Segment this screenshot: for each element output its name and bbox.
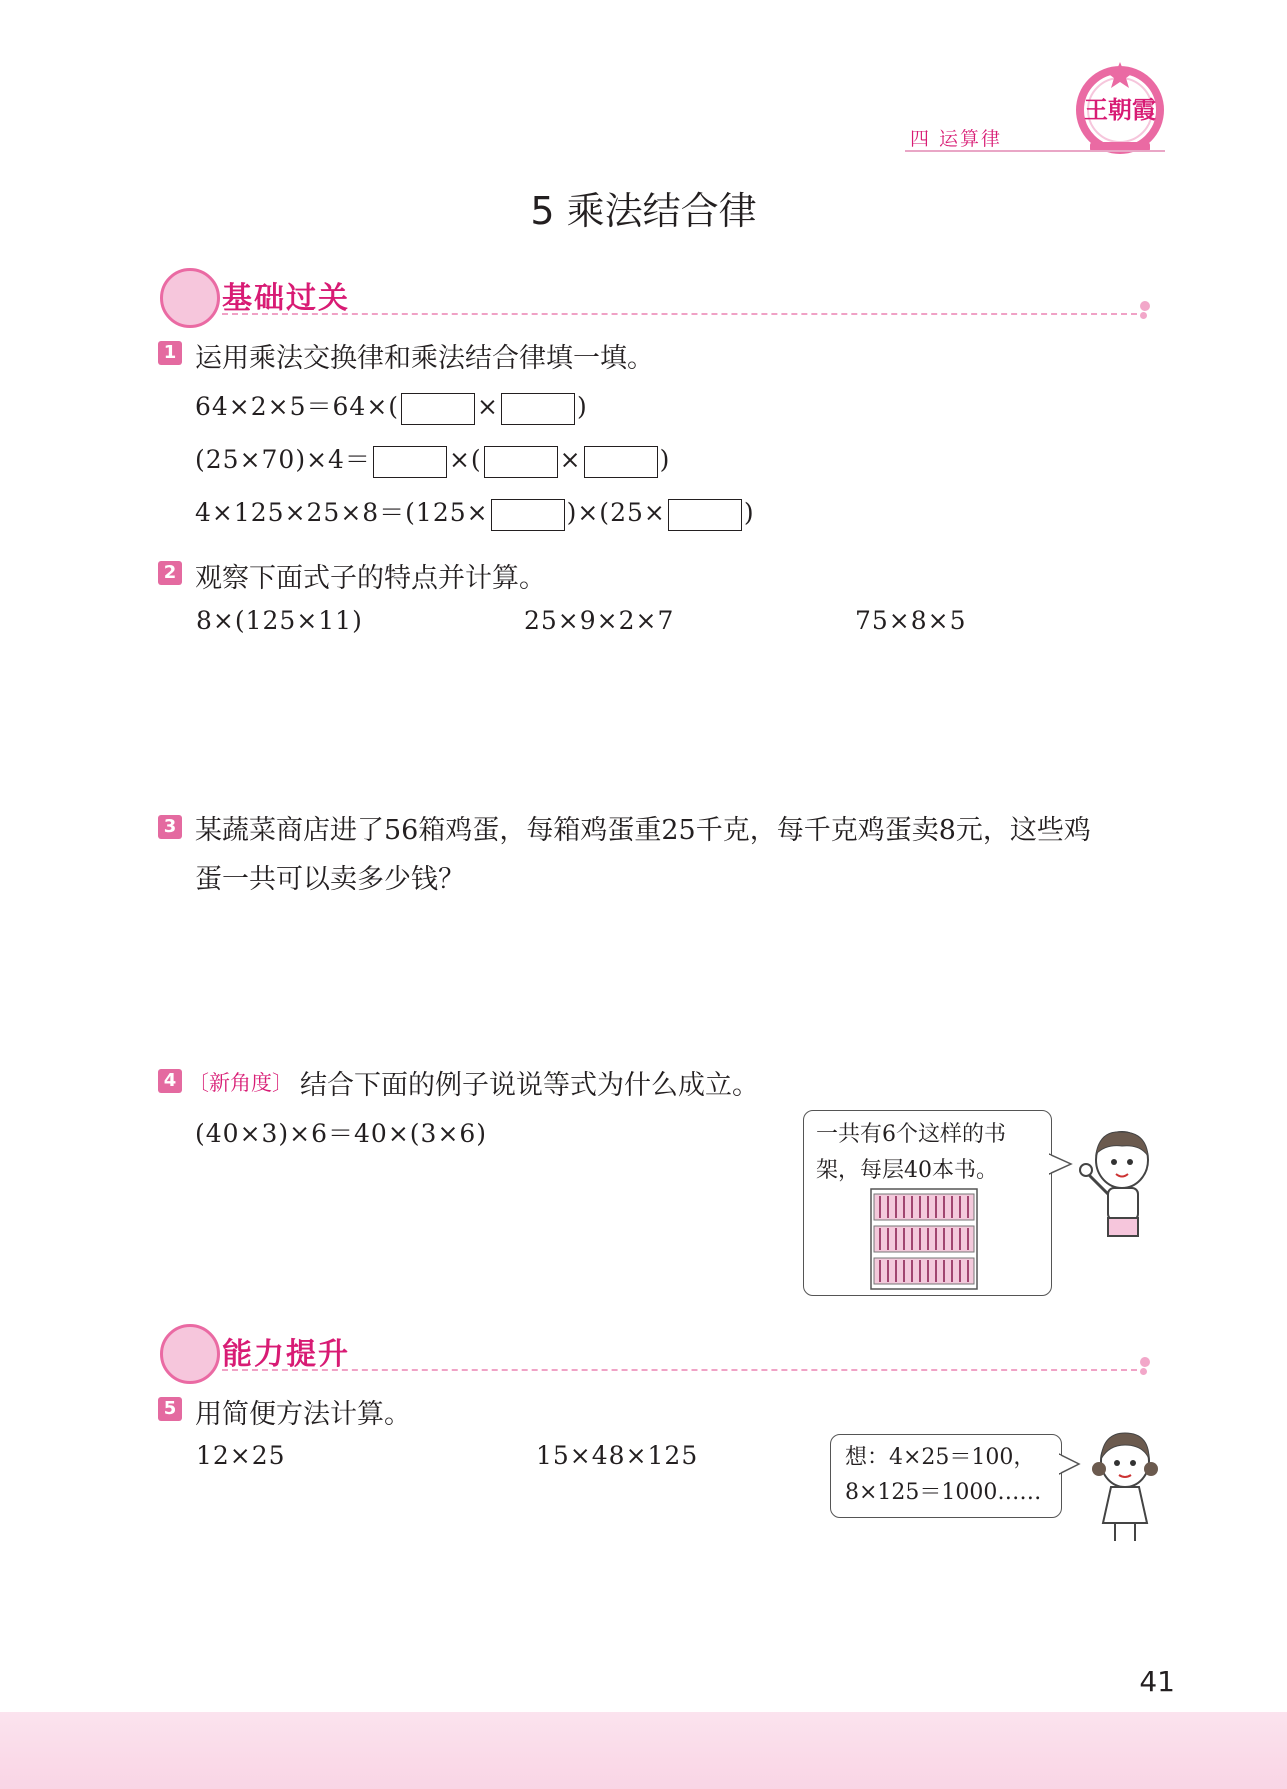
answer-box[interactable]: [668, 499, 742, 531]
logo-text: 王朝霞: [1084, 95, 1156, 124]
bubble-text: 架，每层40本书。: [816, 1158, 998, 1183]
calc-expression: 75×8×5: [855, 606, 967, 635]
expression-part: ): [743, 498, 755, 527]
question-text: 观察下面式子的特点并计算。: [195, 563, 546, 594]
bubble-text: 一共有6个这样的书: [816, 1122, 1006, 1147]
question-text: 某蔬菜商店进了56箱鸡蛋，每箱鸡蛋重25千克，每千克鸡蛋卖8元，这些鸡: [195, 815, 1091, 846]
lesson-title: 5 乘法结合律: [530, 189, 757, 233]
calc-expression: 12×25: [196, 1441, 286, 1470]
new-angle-tag: 〔新角度〕: [188, 1071, 293, 1095]
answer-box[interactable]: [373, 446, 447, 478]
calc-expression: 25×9×2×7: [524, 606, 675, 635]
boy-mascot-icon: [160, 1324, 220, 1384]
expression-part: ): [576, 392, 588, 421]
question-text-continued: 蛋一共可以卖多少钱？: [195, 864, 465, 895]
answer-box[interactable]: [484, 446, 558, 478]
answer-box[interactable]: [584, 446, 658, 478]
question-number: 2: [158, 561, 182, 585]
expression-line-2: [195, 440, 670, 478]
calc-expression: 15×48×125: [536, 1441, 699, 1470]
boy-waving-icon: [1070, 1122, 1160, 1252]
answer-box[interactable]: [401, 393, 475, 425]
divider-dot: [1140, 1357, 1150, 1367]
chapter-underline: [905, 150, 1165, 152]
section-title-basic: 基础过关: [222, 281, 350, 316]
equation: (40×3)×6＝40×(3×6): [195, 1119, 488, 1148]
girl-thinking-icon: [1085, 1425, 1165, 1545]
divider-dot: [1140, 312, 1147, 319]
page-number: 41: [1139, 1665, 1175, 1698]
bubble-text: 8×125＝1000……: [845, 1480, 1042, 1505]
expression-part: ×: [559, 445, 582, 474]
question-number: 3: [158, 815, 182, 839]
question-text: 用简便方法计算。: [195, 1399, 411, 1430]
expression-part: 64×2×5＝64×(: [195, 392, 400, 421]
question-text: 结合下面的例子说说等式为什么成立。: [300, 1070, 759, 1101]
section-title-advanced: 能力提升: [222, 1337, 350, 1372]
footer-band: [0, 1712, 1287, 1789]
section-divider: [222, 313, 1137, 315]
answer-box[interactable]: [501, 393, 575, 425]
expression-part: (25×70)×4＝: [195, 445, 371, 474]
bubble-text: 想：4×25＝100，: [845, 1445, 1036, 1470]
expression-line-3: [195, 493, 755, 531]
girl-mascot-icon: [160, 268, 220, 328]
expression-part: ×(: [448, 445, 482, 474]
bubble-pointer: [1059, 1450, 1087, 1480]
question-number: 5: [158, 1397, 182, 1421]
answer-box[interactable]: [491, 499, 565, 531]
divider-dot: [1140, 301, 1150, 311]
question-number: 4: [158, 1069, 182, 1093]
question-text: 运用乘法交换律和乘法结合律填一填。: [195, 343, 654, 374]
expression-part: ): [659, 445, 671, 474]
section-divider: [222, 1369, 1137, 1371]
divider-dot: [1140, 1368, 1147, 1375]
expression-part: ×: [477, 392, 499, 421]
question-number: 1: [158, 341, 182, 365]
chapter-label: 四 运算律: [910, 128, 1003, 150]
expression-line-1: [195, 387, 588, 425]
expression-part: )×(25×: [566, 498, 666, 527]
calc-expression: 8×(125×11): [196, 606, 363, 635]
bookshelf-icon: [870, 1188, 980, 1292]
expression-part: 4×125×25×8＝(125×: [195, 498, 489, 527]
